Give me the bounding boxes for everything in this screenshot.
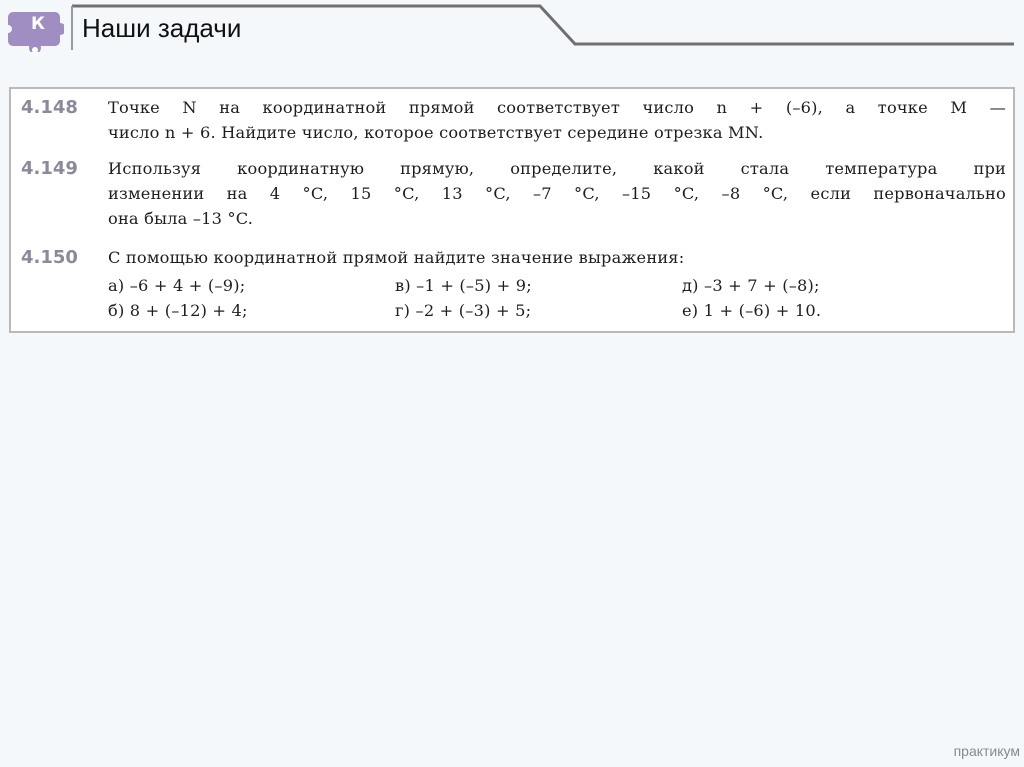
task-line: С помощью координатной прямой найдите значение выражения: xyxy=(108,248,685,267)
footer-label: практикум xyxy=(953,743,1020,759)
page-title: Наши задачи xyxy=(82,13,242,43)
task-text xyxy=(108,245,1006,270)
task-text xyxy=(108,95,1006,145)
task-line: число n + 6. Найдите число, которое соответствует середине отрезка MN. xyxy=(108,123,764,142)
section-badge-icon xyxy=(6,8,64,52)
expression-g: г) –2 + (–3) + 5; xyxy=(395,301,532,320)
task-number: 4.148 xyxy=(21,97,78,118)
expression-a: а) –6 + 4 + (–9); xyxy=(108,276,246,295)
slide-header xyxy=(0,0,1024,60)
task-line: Точке N на координатной прямой соответствует число n + (–6), а точке M — xyxy=(108,98,1006,117)
task-number: 4.150 xyxy=(21,247,78,268)
expression-d: д) –3 + 7 + (–8); xyxy=(682,276,820,295)
badge-letter: К xyxy=(31,14,45,34)
task-line: изменении на 4 °C, 15 °C, 13 °C, –7 °C, –15 °C, –8 °C, если первоначально xyxy=(108,184,1006,203)
expression-v: в) –1 + (–5) + 9; xyxy=(395,276,532,295)
task-line: она была –13 °C. xyxy=(108,209,254,228)
task-number: 4.149 xyxy=(21,158,78,179)
expression-e: е) 1 + (–6) + 10. xyxy=(682,301,822,320)
task-text xyxy=(108,156,1006,231)
task-box xyxy=(9,87,1015,333)
task-line: Используя координатную прямую, определите, какой стала температура при xyxy=(108,159,1006,178)
expression-b: б) 8 + (–12) + 4; xyxy=(108,301,248,320)
